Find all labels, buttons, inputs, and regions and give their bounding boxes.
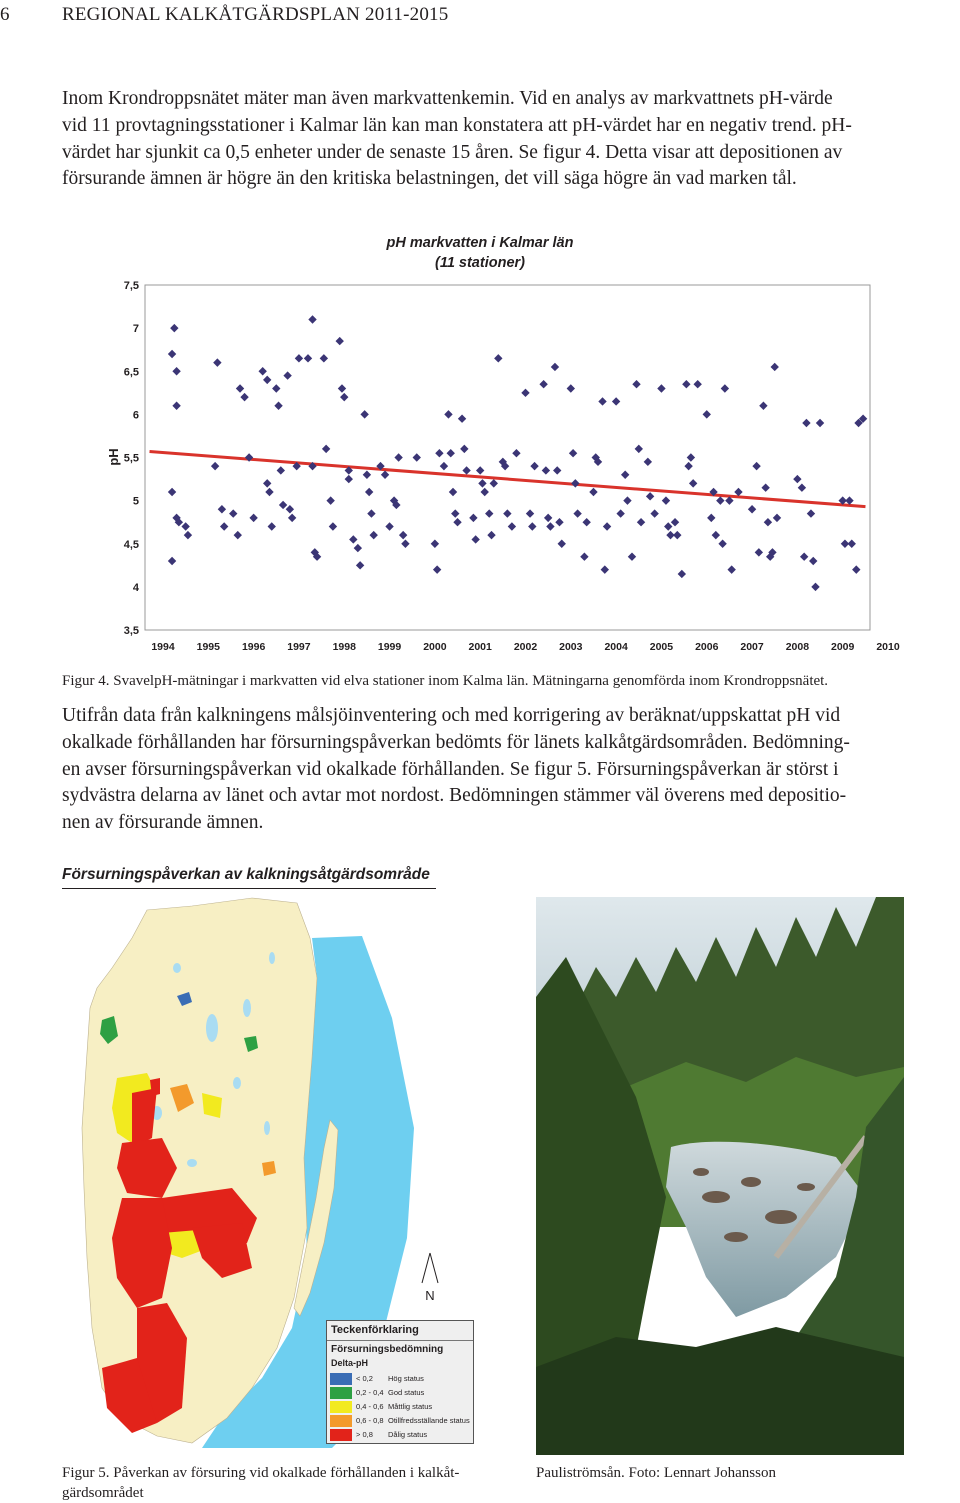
data-point	[263, 479, 271, 487]
lake	[187, 1159, 197, 1167]
data-point	[263, 376, 271, 384]
data-point	[759, 402, 767, 410]
data-point	[816, 419, 824, 427]
x-tick-labels	[151, 641, 900, 653]
data-point	[802, 419, 810, 427]
x-tick-label: 2000	[423, 641, 447, 653]
data-point	[752, 462, 760, 470]
data-point	[460, 445, 468, 453]
data-point	[401, 540, 409, 548]
data-point	[567, 384, 575, 392]
intro-line: Inom Krondroppsnätet mäter man även markvattenkemin. Vid en analys av markvattnets pH-värde	[62, 88, 833, 109]
data-point	[469, 514, 477, 522]
data-point	[476, 466, 484, 474]
data-point	[582, 518, 590, 526]
data-point	[478, 479, 486, 487]
data-point	[771, 363, 779, 371]
legend-label: Otillfredsställande status	[388, 1416, 470, 1425]
data-point	[272, 384, 280, 392]
body-line: Utifrån data från kalkningens målsjöinventering och med korrigering av beräknat/uppskattat pH vid	[62, 705, 841, 726]
y-tick-label: 4,5	[123, 538, 139, 551]
data-point	[360, 410, 368, 418]
data-point	[447, 449, 455, 457]
lake	[206, 1014, 218, 1042]
figure4-caption: Figur 4. SvavelpH-mätningar i markvatten vid elva stationer inom Kalma län. Mätningarna genomförda inom Krondroppsnätet.	[62, 673, 829, 689]
data-point	[678, 570, 686, 578]
data-point	[349, 535, 357, 543]
legend-row	[330, 1401, 470, 1413]
x-tick-label: 1994	[151, 641, 175, 653]
data-point	[490, 479, 498, 487]
x-tick-label: 2004	[604, 641, 628, 653]
data-point	[431, 540, 439, 548]
data-point	[807, 509, 815, 517]
x-tick-label: 1999	[377, 641, 402, 653]
data-point	[277, 466, 285, 474]
legend-row	[330, 1415, 470, 1427]
page-number: 6	[0, 4, 10, 25]
y-tick-label: 5,5	[123, 452, 139, 465]
data-point	[286, 505, 294, 513]
data-point	[542, 466, 550, 474]
data-point	[621, 471, 629, 479]
map-legend	[326, 1320, 474, 1444]
legend-divider	[327, 1340, 473, 1341]
data-point	[526, 509, 534, 517]
lake	[264, 1121, 270, 1135]
data-point	[682, 380, 690, 388]
data-point	[181, 522, 189, 530]
data-point	[553, 466, 561, 474]
data-point	[449, 488, 457, 496]
x-tick-label: 1998	[332, 641, 356, 653]
data-point	[220, 522, 228, 530]
data-point	[616, 509, 624, 517]
x-tick-label: 2010	[876, 641, 900, 653]
ph-scatter-chart	[100, 225, 900, 665]
data-point	[295, 354, 303, 362]
legend-range: 0,4 - 0,6	[356, 1402, 384, 1411]
section-title-underline	[62, 888, 436, 889]
photo-caption: Pauliströmsån. Foto: Lennart Johansson	[536, 1465, 776, 1481]
acidification-map	[62, 898, 502, 1448]
data-point	[571, 479, 579, 487]
data-point	[703, 410, 711, 418]
legend-row	[330, 1387, 470, 1399]
trend-line	[150, 451, 866, 506]
data-point	[809, 557, 817, 565]
data-point	[471, 535, 479, 543]
legend-swatch	[330, 1387, 352, 1399]
y-tick-label: 4	[132, 581, 139, 594]
data-point	[234, 531, 242, 539]
body-line: en avser försurningspåverkan vid okalkade förhållanden. Se figur 5. Försurningspåverkan är störst i	[62, 758, 839, 780]
section-title: Försurningspåverkan av kalkningsåtgärdsområde	[62, 866, 430, 883]
data-point	[521, 389, 529, 397]
data-point	[172, 367, 180, 375]
y-tick-label: 6	[132, 409, 139, 422]
data-point	[793, 475, 801, 483]
data-point	[308, 315, 316, 323]
data-point	[288, 514, 296, 522]
intro-line: värdet har sjunkit ca 0,5 enheter under de senaste 15 åren. Se figur 4. Detta visar att depositionen av	[62, 141, 843, 163]
north-label: N	[425, 1288, 435, 1303]
running-header: REGIONAL KALKÅTGÄRDSPLAN 2011-2015	[62, 4, 449, 25]
data-point	[852, 565, 860, 573]
data-point	[848, 540, 856, 548]
data-point	[635, 445, 643, 453]
lake	[243, 999, 251, 1017]
body-paragraph	[62, 703, 942, 837]
data-point	[748, 505, 756, 513]
data-point	[684, 462, 692, 470]
data-point	[170, 324, 178, 332]
data-point	[433, 565, 441, 573]
data-point	[211, 462, 219, 470]
plot-area-frame	[145, 285, 870, 630]
data-point	[800, 552, 808, 560]
data-point	[213, 358, 221, 366]
data-point	[168, 557, 176, 565]
data-point	[632, 380, 640, 388]
data-point	[644, 458, 652, 466]
data-point	[329, 522, 337, 530]
data-point	[354, 544, 362, 552]
data-point	[168, 488, 176, 496]
data-point	[268, 522, 276, 530]
data-point	[551, 363, 559, 371]
legend-label: Måttlig status	[388, 1402, 433, 1411]
legend-swatch	[330, 1373, 352, 1385]
data-point	[340, 393, 348, 401]
legend-title: Teckenförklaring	[331, 1324, 419, 1336]
data-point	[603, 522, 611, 530]
data-point	[345, 475, 353, 483]
legend-range: 0,6 - 0,8	[356, 1416, 384, 1425]
data-point	[240, 393, 248, 401]
data-point	[381, 471, 389, 479]
data-point	[623, 496, 631, 504]
data-point	[304, 354, 312, 362]
y-tick-labels	[124, 280, 140, 637]
legend-label: God status	[388, 1388, 425, 1397]
legend-swatch	[330, 1415, 352, 1427]
data-point	[236, 384, 244, 392]
data-point	[687, 453, 695, 461]
data-point	[662, 496, 670, 504]
body-line: okalkade förhållanden har försurningspåverkan bedömts för länets kalkåtgärdsområden. Bedömning-	[62, 731, 850, 753]
x-tick-label: 2008	[785, 641, 810, 653]
x-tick-label: 2007	[740, 641, 764, 653]
x-tick-label: 1996	[241, 641, 266, 653]
data-point	[265, 488, 273, 496]
legend-row	[330, 1429, 470, 1441]
data-point	[693, 380, 701, 388]
data-point	[320, 354, 328, 362]
x-tick-label: 2005	[649, 641, 674, 653]
data-point	[394, 453, 402, 461]
data-point	[811, 583, 819, 591]
data-point	[444, 410, 452, 418]
data-point	[399, 531, 407, 539]
data-point	[485, 509, 493, 517]
legend-subtitle: Försurningsbedömning	[331, 1344, 444, 1355]
photo-rock	[797, 1183, 815, 1191]
data-point	[712, 531, 720, 539]
y-tick-label: 3,5	[123, 625, 139, 637]
data-point	[338, 384, 346, 392]
data-point	[764, 518, 772, 526]
data-point	[773, 514, 781, 522]
figure5-caption-line: Figur 5. Påverkan av försuring vid okalkade förhållanden i kalkåt-	[62, 1465, 460, 1481]
data-point	[322, 445, 330, 453]
data-point	[558, 540, 566, 548]
data-points	[168, 315, 867, 591]
data-point	[530, 462, 538, 470]
data-point	[727, 565, 735, 573]
data-point	[673, 531, 681, 539]
data-point	[671, 518, 679, 526]
data-point	[718, 540, 726, 548]
data-point	[435, 449, 443, 457]
body-line: nen av försurande ämnen.	[62, 812, 264, 834]
data-point	[721, 384, 729, 392]
body-line: sydvästra delarna av länet och avtar mot nordost. Bedömningen stämmer väl överens med depositio-	[62, 785, 847, 807]
photo-rock	[765, 1210, 797, 1224]
x-tick-label: 1997	[287, 641, 311, 653]
photo-rock	[702, 1191, 730, 1203]
data-point	[716, 496, 724, 504]
legend-swatch	[330, 1401, 352, 1413]
figure5-caption-line: gärdsområdet	[62, 1485, 144, 1501]
figure5-caption	[62, 1463, 502, 1503]
data-point	[413, 453, 421, 461]
river-photo	[536, 897, 904, 1455]
x-tick-label: 2006	[695, 641, 719, 653]
data-point	[528, 522, 536, 530]
data-point	[544, 514, 552, 522]
legend-label: Dålig status	[388, 1430, 428, 1439]
data-point	[363, 471, 371, 479]
legend-range: > 0,8	[356, 1430, 373, 1439]
data-point	[462, 466, 470, 474]
x-tick-label: 2002	[513, 641, 538, 653]
legend-swatch	[330, 1429, 352, 1441]
data-point	[385, 522, 393, 530]
photo-rock	[693, 1168, 709, 1176]
y-tick-label: 6,5	[123, 366, 139, 379]
data-point	[336, 337, 344, 345]
photo-rock	[724, 1232, 748, 1242]
intro-line: vid 11 provtagningsstationer i Kalmar län kan man konstatera att pH-värdet har en negativ trend. pH-	[62, 114, 852, 136]
chart-title: pH markvatten i Kalmar län	[386, 235, 574, 251]
data-point	[508, 522, 516, 530]
y-tick-label: 7	[132, 323, 139, 336]
data-point	[580, 552, 588, 560]
data-point	[539, 380, 547, 388]
data-point	[326, 496, 334, 504]
trend-line-group	[150, 451, 866, 506]
data-point	[657, 384, 665, 392]
data-point	[755, 548, 763, 556]
data-point	[283, 371, 291, 379]
data-point	[184, 531, 192, 539]
photo-rock	[741, 1177, 761, 1187]
chart-subtitle: (11 stationer)	[435, 255, 525, 271]
data-point	[503, 509, 511, 517]
data-point	[664, 522, 672, 530]
data-point	[370, 531, 378, 539]
legend-range: < 0,2	[356, 1374, 373, 1383]
intro-paragraph	[62, 86, 932, 193]
data-point	[481, 488, 489, 496]
data-point	[707, 514, 715, 522]
data-point	[365, 488, 373, 496]
data-point	[487, 531, 495, 539]
data-point	[637, 518, 645, 526]
lake	[173, 963, 181, 973]
x-tick-label: 1995	[196, 641, 220, 653]
data-point	[218, 505, 226, 513]
legend-label: Hög status	[388, 1374, 424, 1383]
data-point	[356, 561, 364, 569]
data-point	[258, 367, 266, 375]
data-point	[689, 479, 697, 487]
data-point	[798, 483, 806, 491]
data-point	[546, 522, 554, 530]
data-point	[440, 462, 448, 470]
data-point	[601, 565, 609, 573]
legend-column: Delta-pH	[331, 1358, 369, 1368]
x-tick-label: 2009	[831, 641, 855, 653]
x-tick-label: 2001	[468, 641, 492, 653]
data-point	[494, 354, 502, 362]
data-point	[249, 514, 257, 522]
data-point	[628, 552, 636, 560]
data-point	[512, 449, 520, 457]
y-tick-label: 5	[132, 495, 139, 508]
legend-range: 0,2 - 0,4	[356, 1388, 384, 1397]
x-tick-label: 2003	[559, 641, 583, 653]
y-tick-label: 7,5	[123, 280, 139, 292]
lake	[233, 1077, 241, 1089]
data-point	[451, 509, 459, 517]
data-point	[555, 518, 563, 526]
data-point	[274, 402, 282, 410]
data-point	[612, 397, 620, 405]
data-point	[650, 509, 658, 517]
data-point	[453, 518, 461, 526]
data-point	[761, 483, 769, 491]
data-point	[279, 501, 287, 509]
data-point	[168, 350, 176, 358]
data-point	[573, 509, 581, 517]
data-point	[569, 449, 577, 457]
data-point	[646, 492, 654, 500]
data-point	[367, 509, 375, 517]
data-point	[734, 488, 742, 496]
y-axis-label: pH	[106, 448, 121, 466]
data-point	[458, 414, 466, 422]
data-point	[589, 488, 597, 496]
data-point	[172, 402, 180, 410]
data-point	[598, 397, 606, 405]
legend-row	[330, 1373, 470, 1385]
intro-line: försurande ämnen är högre än den kritiska belastningen, det vill säga högre än vad marken tål.	[62, 168, 797, 190]
data-point	[229, 509, 237, 517]
lake	[269, 952, 275, 964]
data-point	[845, 496, 853, 504]
